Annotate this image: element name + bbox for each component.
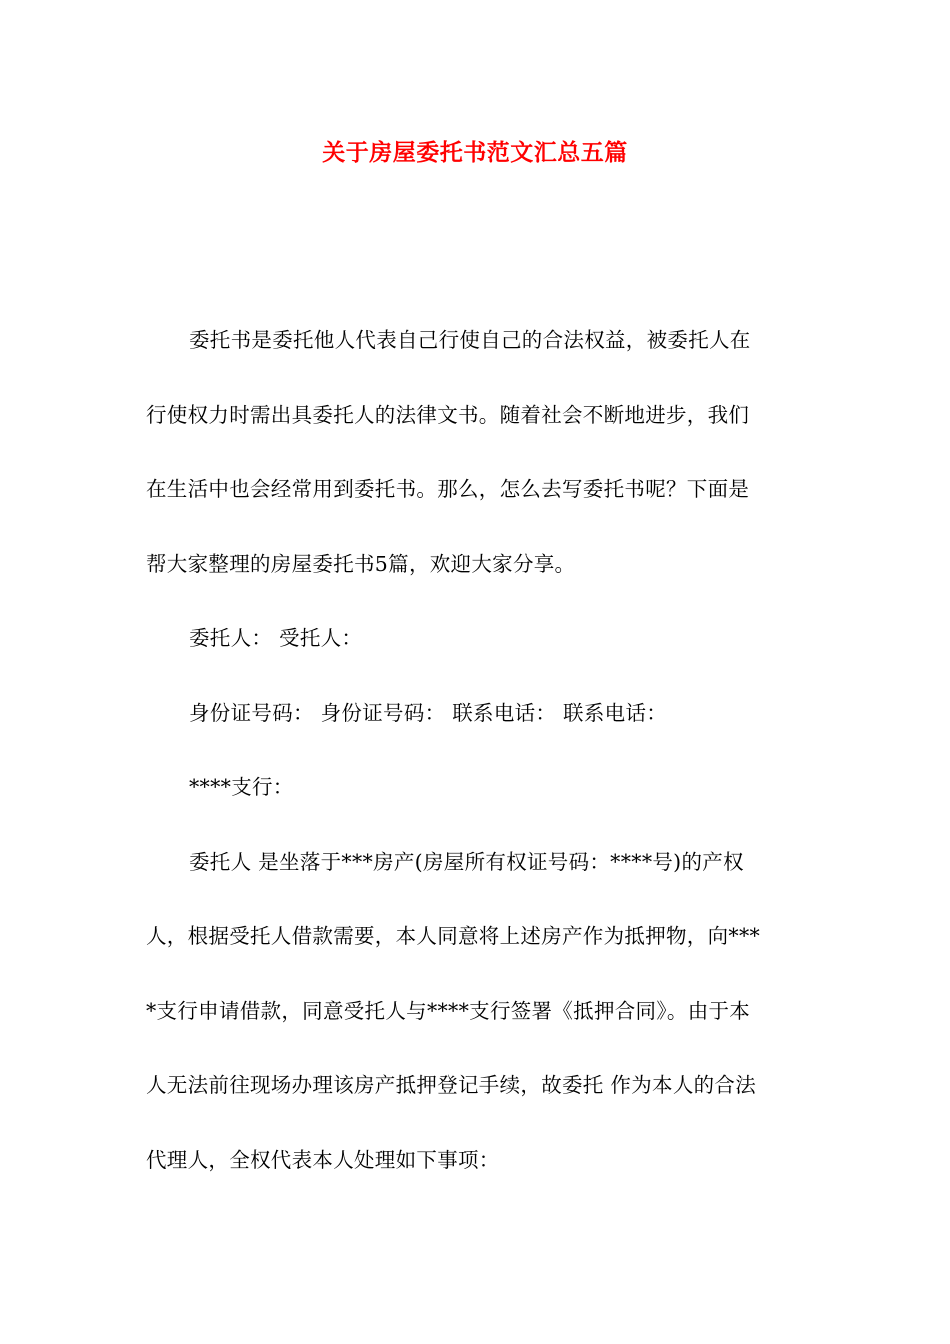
document-title: 关于房屋委托书范文汇总五篇 [322, 139, 628, 166]
paragraph-line: 帮大家整理的房屋委托书5篇，欢迎大家分享。 [146, 551, 576, 576]
paragraph-line: 人，根据受托人借款需要，本人同意将上述房产作为抵押物，向*** [146, 924, 761, 948]
paragraph-line: ****支行： [189, 775, 294, 799]
paragraph-line: 身份证号码： 身份证号码： 联系电话： 联系电话： [189, 700, 668, 725]
paragraph-line: 委托人： 受托人： [189, 626, 363, 650]
paragraph-line: 代理人，全权代表本人处理如下事项： [146, 1147, 500, 1172]
paragraph-line: *支行申请借款，同意受托人与****支行签署《抵押合同》。由于本 [146, 998, 751, 1023]
paragraph-line: 委托人 是坐落于***房产(房屋所有权证号码：****号)的产权 [189, 849, 744, 874]
paragraph-line: 行使权力时需出具委托人的法律文书。随着社会不断地进步，我们 [146, 402, 750, 427]
paragraph-line: 在生活中也会经常用到委托书。那么，怎么去写委托书呢？下面是 [146, 477, 750, 501]
paragraph-line: 人无法前往现场办理该房产抵押登记手续，故委托 作为本人的合法 [146, 1073, 757, 1097]
paragraph-line: 委托书是委托他人代表自己行使自己的合法权益，被委托人在 [189, 328, 751, 352]
document-body [146, 318, 806, 1212]
